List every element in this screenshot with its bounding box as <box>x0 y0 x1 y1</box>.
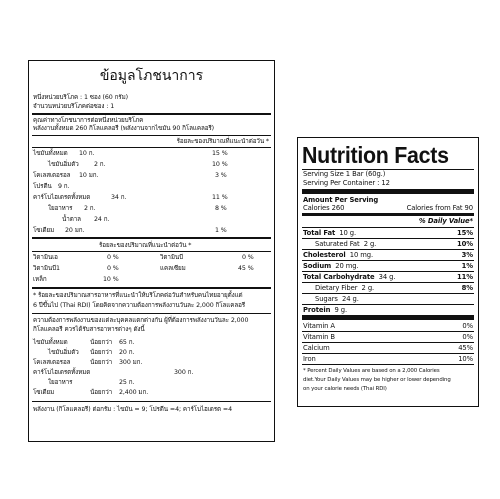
thai-energy-note: พลังงาน (กิโลแคลอรี) ต่อกรัม : ไขมัน = 9; โปรตีน =4; คาร์โบไฮเดรต =4 <box>33 406 233 413</box>
thai-vitamin-label: เหล็ก <box>33 276 47 283</box>
thai-limit-label: ไขมันทั้งหมด <box>33 339 68 346</box>
thai-limit-cond: น้อยกว่า <box>90 389 113 396</box>
thai-nutrient-pct: 3 % <box>215 172 227 179</box>
thai-footnote: * ร้อยละของปริมาณสารอาหารที่แนะนำให้บริโภคต่อวันสำหรับคนไทยอายุตั้งแต่ <box>33 292 243 299</box>
nutrient-row: Sodium 20 mg. <box>303 262 359 270</box>
thai-limit-value: 65 ก. <box>119 339 135 346</box>
divider <box>302 282 474 283</box>
thai-nutrient-label: โคเลสเตอรอล <box>33 172 71 179</box>
divider <box>32 401 271 402</box>
thai-vitamin-pct: 0 % <box>107 265 119 272</box>
thai-nutrient-pct: 10 % <box>212 161 228 168</box>
thai-footnote: 6 ปีขึ้นไป (Thai RDI) โดยคิดจากความต้องการพลังงานวันละ 2,000 กิโลแคลอรี <box>33 302 246 309</box>
thai-limit-label: ใยอาหาร <box>48 379 73 386</box>
divider <box>302 249 474 250</box>
nutrient-dv: 1% <box>461 262 473 270</box>
divider <box>302 293 474 294</box>
vitamin-label: Vitamin B <box>303 333 335 341</box>
thai-vitamin-label: วิตามินบี1 <box>33 265 60 272</box>
thai-vitamin-header: ร้อยละของปริมาณที่แนะนำต่อวัน * <box>99 242 192 249</box>
divider <box>302 238 474 239</box>
thai-nutrient-label: ไขมันอิ่มตัว <box>48 161 79 168</box>
calories: Calories 260 <box>303 204 345 212</box>
dv-footnote: diet.Your Daily Values may be higher or lower depending <box>303 377 451 383</box>
nutrient-dv: 8% <box>461 284 473 292</box>
vitamin-label: Calcium <box>303 344 330 352</box>
vitamin-dv: 45% <box>458 344 473 352</box>
divider <box>302 331 474 332</box>
divider <box>32 313 271 314</box>
thai-serving-size: หนึ่งหน่วยบริโภค : 1 ซอง (60 กรัม) <box>33 94 128 101</box>
thai-vitamin-label: วิตามินบี <box>160 254 184 261</box>
thai-dv-header: ร้อยละของปริมาณที่แนะนำต่อวัน * <box>176 138 269 145</box>
nutrient-row: Protein 9 g. <box>303 306 348 314</box>
daily-value-header: % Daily Value* <box>418 217 473 225</box>
thai-nutrient-pct: 15 % <box>212 150 228 157</box>
nutrient-row: Sugars 24 g. <box>315 295 359 303</box>
thai-limit-label: โคเลสเตอรอล <box>33 359 71 366</box>
thai-nutrient-label: ใยอาหาร <box>48 205 73 212</box>
divider <box>32 135 271 136</box>
vitamin-label: Iron <box>303 355 316 363</box>
thai-nutrient-label: โซเดียม <box>33 227 55 234</box>
thai-nutrient-amount: 34 ก. <box>111 194 127 201</box>
divider <box>32 113 271 115</box>
divider <box>302 271 474 272</box>
divider <box>32 237 271 239</box>
thai-limit-label: ไขมันอิ่มตัว <box>48 349 79 356</box>
thai-nutrient-pct: 1 % <box>215 227 227 234</box>
thai-vitamin-pct: 0 % <box>107 254 119 261</box>
thai-nutrient-pct: 11 % <box>212 194 228 201</box>
thai-nutrient-amount: 10 ก. <box>79 150 95 157</box>
nutrition-facts-title: Nutrition Facts <box>302 142 449 168</box>
divider <box>32 251 271 252</box>
thai-limit-label: โซเดียม <box>33 389 55 396</box>
thai-limit-value: 20 ก. <box>119 349 135 356</box>
nutrient-dv: 10% <box>457 240 473 248</box>
divider <box>302 342 474 343</box>
thick-divider <box>302 213 474 216</box>
nutrient-row: Saturated Fat 2 g. <box>315 240 377 248</box>
nutrition-facts-panel <box>297 137 479 407</box>
vitamin-label: Vitamin A <box>303 322 335 330</box>
vitamin-dv: 0% <box>462 333 473 341</box>
thick-divider <box>302 189 474 194</box>
amount-per-serving: Amount Per Serving <box>303 196 379 204</box>
thai-limit-cond: น้อยกว่า <box>90 359 113 366</box>
thai-nutrient-label: โปรตีน <box>33 183 52 190</box>
thai-needs-text: ความต้องการพลังงานของแต่ละบุคคลแตกต่างกัน ผู้ที่ต้องการพลังงานวันละ 2,000 <box>33 317 249 324</box>
thai-nutrient-pct: 8 % <box>215 205 227 212</box>
thai-limit-label: คาร์โบไฮเดรตทั้งหมด <box>33 369 91 376</box>
thai-vitamin-label: แคลเซียม <box>160 265 186 272</box>
nutrient-row: Total Fat 10 g. <box>303 229 357 237</box>
thai-nutrient-amount: 2 ก. <box>84 205 96 212</box>
thai-nutrient-label: ไขมันทั้งหมด <box>33 150 68 157</box>
nutrient-row: Dietary Fiber 2 g. <box>315 284 375 292</box>
thai-nutrient-amount: 2 ก. <box>94 161 106 168</box>
divider <box>32 147 271 148</box>
dv-footnote: * Percent Daily Values are based on a 2,000 Calories <box>303 368 440 374</box>
divider <box>302 304 474 305</box>
thick-divider <box>302 315 474 320</box>
nutrient-row: Cholesterol 10 mg. <box>303 251 374 259</box>
divider <box>302 260 474 261</box>
divider <box>302 227 474 228</box>
thai-per-serving-header: คุณค่าทางโภชนาการต่อหนึ่งหน่วยบริโภค <box>33 117 144 124</box>
thai-limit-value: 25 ก. <box>119 379 135 386</box>
thai-vitamin-pct: 10 % <box>103 276 119 283</box>
thai-vitamin-pct: 0 % <box>242 254 254 261</box>
thai-nutrient-amount: 10 มก. <box>79 172 99 179</box>
vitamin-dv: 10% <box>458 355 473 363</box>
divider <box>32 287 271 289</box>
thai-vitamin-label: วิตามินเอ <box>33 254 58 261</box>
thai-nutrient-amount: 9 ก. <box>58 183 70 190</box>
serving-size: Serving Size 1 Bar (60g.) <box>303 170 386 178</box>
thai-nutrition-panel <box>28 60 275 442</box>
nutrient-dv: 3% <box>461 251 473 259</box>
divider <box>302 364 474 365</box>
thai-needs-text: กิโลแคลอรี ควรได้รับสารอาหารต่างๆ ดังนี้ <box>33 326 145 333</box>
thai-nutrient-label: น้ำตาล <box>62 216 81 223</box>
nutrient-row: Total Carbohydrate 34 g. <box>303 273 396 281</box>
vitamin-dv: 0% <box>462 322 473 330</box>
divider <box>302 353 474 354</box>
thai-panel-title: ข้อมูลโภชนาการ <box>99 68 204 84</box>
thai-servings-per-pack: จำนวนหน่วยบริโภคต่อซอง : 1 <box>33 103 115 110</box>
servings-per-container: Serving Per Container : 12 <box>303 179 390 187</box>
thai-vitamin-pct: 45 % <box>238 265 254 272</box>
thai-limit-cond: น้อยกว่า <box>90 339 113 346</box>
nutrient-dv: 11% <box>457 273 473 281</box>
calories-from-fat: Calories from Fat 90 <box>406 204 473 212</box>
dv-footnote: on your calorie needs (Thai RDI) <box>303 386 387 392</box>
thai-limit-value: 2,400 มก. <box>119 389 149 396</box>
thai-energy: พลังงานทั้งหมด 260 กิโลแคลอรี (พลังงานจากไขมัน 90 กิโลแคลอรี) <box>33 125 215 132</box>
thai-nutrient-amount: 24 ก. <box>94 216 110 223</box>
thai-limit-value: 300 ก. <box>174 369 194 376</box>
nutrient-dv: 15% <box>457 229 473 237</box>
thai-limit-cond: น้อยกว่า <box>90 349 113 356</box>
thai-limit-value: 300 มก. <box>119 359 143 366</box>
thai-nutrient-amount: 20 มก. <box>65 227 85 234</box>
thai-nutrient-label: คาร์โบไฮเดรตทั้งหมด <box>33 194 91 201</box>
